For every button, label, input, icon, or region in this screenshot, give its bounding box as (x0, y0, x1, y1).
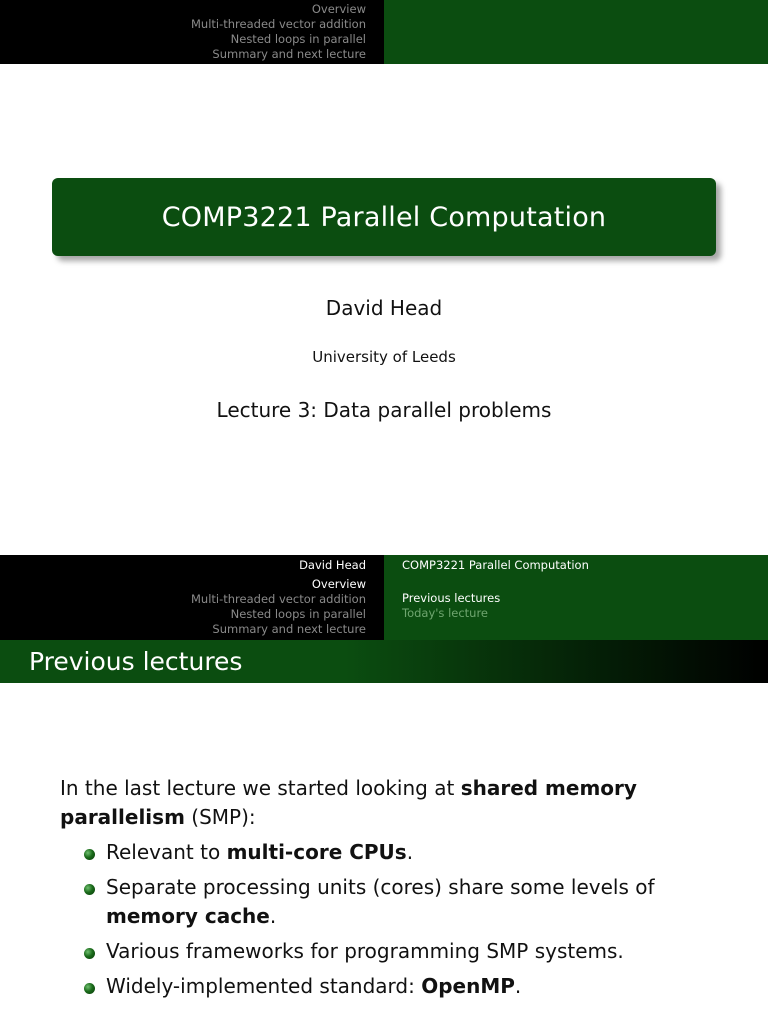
list-item (60, 838, 740, 867)
bullet-ball-icon (84, 948, 95, 959)
nav-nested-loops[interactable]: Nested loops in parallel (230, 32, 366, 46)
header-author: David Head (299, 558, 366, 572)
nav-nested-loops[interactable]: Nested loops in parallel (230, 607, 366, 621)
nav-vector-addition[interactable]: Multi-threaded vector addition (191, 17, 366, 31)
title-box (52, 178, 716, 256)
nav-vector-addition[interactable]: Multi-threaded vector addition (191, 592, 366, 606)
slide1-green-bar (384, 0, 768, 64)
bullet-emphasis: memory cache (106, 904, 270, 928)
nav-summary[interactable]: Summary and next lecture (212, 622, 366, 636)
bullet-ball-icon (84, 884, 95, 895)
slide2-headline (0, 555, 768, 640)
list-item (60, 873, 740, 931)
bullet-text-end: . (514, 974, 522, 998)
author: David Head (325, 296, 443, 320)
bullet-emphasis: multi-core CPUs (226, 840, 407, 864)
bullet-emphasis: OpenMP (421, 974, 515, 998)
bullet-text: Relevant to (106, 840, 227, 864)
bullet-list (60, 838, 740, 1001)
bullet-ball-icon (84, 983, 95, 994)
slide1-headline (0, 0, 768, 64)
intro-text-end: (SMP): (184, 805, 256, 829)
bullet-text-end: . (269, 904, 277, 928)
slide-content (60, 774, 740, 1007)
institute: University of Leeds (312, 348, 456, 366)
nav-previous-lectures[interactable]: Previous lectures (402, 591, 501, 605)
slide1-section-nav (0, 0, 384, 64)
bullet-text: Separate processing units (cores) share some levels of (106, 875, 655, 899)
header-course: COMP3221 Parallel Computation (402, 558, 589, 572)
intro-paragraph (60, 774, 740, 832)
slide2-section-nav (0, 555, 384, 640)
intro-text: In the last lecture we started looking at (60, 776, 461, 800)
nav-overview[interactable]: Overview (311, 2, 366, 16)
bullet-text: Widely-implemented standard: (106, 974, 422, 998)
nav-overview[interactable]: Overview (311, 577, 366, 591)
list-item (60, 972, 740, 1001)
lecture-subtitle: Lecture 3: Data parallel problems (216, 398, 552, 422)
presentation-title: COMP3221 Parallel Computation (161, 201, 607, 233)
list-item (60, 937, 740, 966)
bullet-text-end: . (406, 840, 414, 864)
intro-emphasis: shared memory parallelism (60, 776, 637, 829)
nav-summary[interactable]: Summary and next lecture (212, 47, 366, 61)
slide2-subsection-nav (384, 555, 768, 640)
frame-title: Previous lectures (0, 640, 768, 683)
bullet-text: Various frameworks for programming SMP systems. (106, 939, 624, 963)
bullet-ball-icon (84, 849, 95, 860)
nav-todays-lecture[interactable]: Today's lecture (402, 606, 489, 620)
